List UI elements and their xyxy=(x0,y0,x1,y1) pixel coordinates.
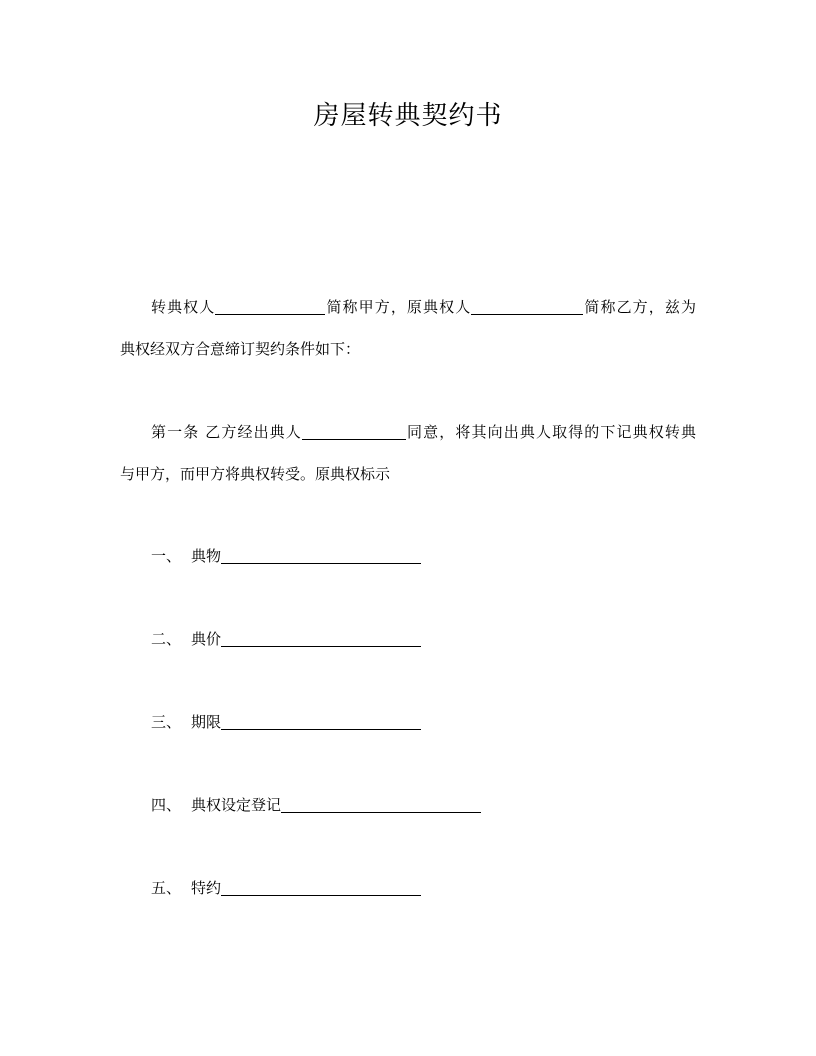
property-blank[interactable] xyxy=(221,547,421,564)
term-blank[interactable] xyxy=(221,713,421,730)
article-1-consent-text: 同意，将其向出典人取得的下记典权转典 xyxy=(405,423,696,441)
abbrev-party-b-text: 简称乙方，兹为 xyxy=(583,298,696,316)
transfer-holder-label: 转典权人 xyxy=(151,298,216,316)
abbrev-party-a-text: 简称甲方，原典权人 xyxy=(325,298,472,316)
list-item-number: 五、 xyxy=(151,879,182,897)
mortgagor-blank[interactable] xyxy=(302,423,406,440)
list-item-label: 典权设定登记 xyxy=(191,796,282,814)
list-item-special-terms xyxy=(151,877,421,899)
article-1-line-2: 与甲方，而甲方将典权转受。原典权标示 xyxy=(120,465,391,483)
list-item-term xyxy=(151,711,421,733)
list-item-label: 期限 xyxy=(191,713,222,731)
document-title: 房屋转典契约书 xyxy=(313,101,503,131)
article-1-line-1 xyxy=(151,421,696,443)
special-terms-blank[interactable] xyxy=(221,879,421,896)
list-item-label: 特约 xyxy=(191,879,222,897)
list-item-label: 典物 xyxy=(191,547,222,565)
original-holder-blank[interactable] xyxy=(471,298,583,315)
list-item-number: 三、 xyxy=(151,713,182,731)
list-item-label: 典价 xyxy=(191,630,222,648)
list-item-number: 二、 xyxy=(151,630,182,648)
paragraph-1-line-2: 典权经双方合意缔订契约条件如下： xyxy=(120,340,361,358)
list-item-number: 四、 xyxy=(151,796,182,814)
list-item-price xyxy=(151,628,421,650)
list-item-property xyxy=(151,545,421,567)
price-blank[interactable] xyxy=(221,630,421,647)
article-1-lead-text: 第一条 乙方经出典人 xyxy=(151,423,302,441)
list-item-number: 一、 xyxy=(151,547,182,565)
registration-blank[interactable] xyxy=(281,796,481,813)
transfer-holder-blank[interactable] xyxy=(215,298,325,315)
list-item-registration xyxy=(151,794,481,816)
paragraph-1-line-1 xyxy=(151,296,696,318)
